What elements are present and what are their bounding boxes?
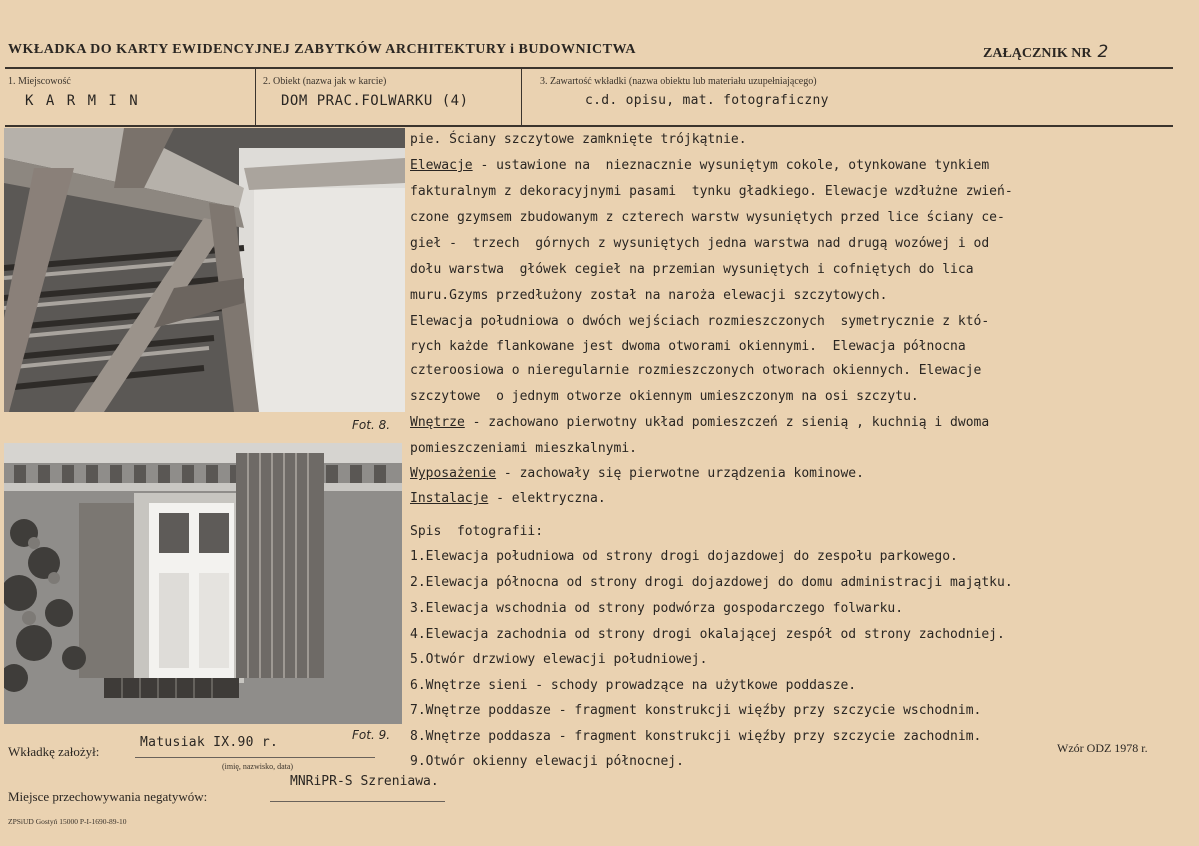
header-rule-top [5, 67, 1173, 69]
photo-list-item: 5.Otwór drzwiowy elewacji południowej. [410, 652, 708, 667]
text-line-12 [410, 410, 989, 436]
field-object-value: DOM PRAC.FOLWARKU (4) [281, 93, 469, 109]
text-line-11: szczytowe o jednym otworze okiennym umieszczonym na osi szczytu. [410, 389, 919, 404]
storage-dotted-line [270, 801, 445, 802]
photo-caption-8: Fot. 8. [352, 418, 391, 432]
field-locality-label: 1. Miejscowość [8, 76, 71, 87]
founder-label: Wkładkę założył: [8, 744, 100, 759]
field-divider-1 [255, 69, 256, 125]
text-line-7: muru.Gzyms przedłużony został na naroża elewacji szczytowych. [410, 288, 888, 303]
photo-list-item: 2.Elewacja północna od strony drogi dojazdowej do domu administracji majątku. [410, 575, 1013, 590]
print-info: ZPSiUD Gostyń 15000 P-I-1690-89-10 [8, 817, 127, 826]
storage-value: MNRiPR-S Szreniawa. [290, 774, 439, 789]
photo-list-item: 1.Elewacja południowa od strony drogi dojazdowej do zespołu parkowego. [410, 549, 958, 564]
text-line-6: dołu warstwa główek cegieł na przemian wysuniętych i cofniętych do lica [410, 262, 974, 277]
text-line-8: Elewacja południowa o dwóch wejściach rozmieszczonych symetrycznie z któ- [410, 314, 990, 329]
photo-list-item: 9.Otwór okienny elewacji północnej. [410, 754, 684, 769]
card-title: WKŁADKA DO KARTY EWIDENCYJNEJ ZABYTKÓW ARCHITEKTURY i BUDOWNICTWA [8, 42, 637, 57]
text-line-15 [410, 486, 606, 512]
founder-dotted-line [135, 757, 375, 758]
founder-hint: (imię, nazwisko, data) [222, 762, 294, 771]
photo-list-item: 4.Elewacja zachodnia od strony drogi okalającej zespół od strony zachodniej. [410, 627, 1005, 642]
field-object-label: 2. Obiekt (nazwa jak w karcie) [263, 76, 387, 87]
text-line-2-body: - ustawione na nieznacznie wysuniętym cokole, otynkowane tynkiem [472, 158, 990, 173]
text-line-1: pie. Ściany szczytowe zamknięte trójkątnie. [410, 132, 747, 147]
founder-value: Matusiak IX.90 r. [140, 735, 279, 750]
photo-list-item: 7.Wnętrze poddasze - fragment konstrukcji więźby przy szczycie wschodnim. [410, 703, 982, 718]
field-locality-value: K A R M I N [25, 93, 140, 109]
attachment-number [983, 42, 1108, 62]
heading-elewacje: Elewacje [410, 158, 473, 173]
heading-instalacje: Instalacje [410, 491, 489, 506]
field-divider-2 [521, 69, 522, 125]
photo-list-item: 3.Elewacja wschodnia od strony podwórza gospodarczego folwarku. [410, 601, 904, 616]
text-line-5: gieł - trzech górnych z wysuniętych jedna warstwa nad drugą wozówej i od [410, 236, 990, 251]
photo-list-item: 8.Wnętrze poddasza - fragment konstrukcji więźby przy szczycie zachodnim. [410, 729, 982, 744]
text-line-10: czteroosiowa o nieregularnie rozmieszczonych otworach okiennych. Elewacje [410, 363, 982, 378]
photo-list-item: 6.Wnętrze sieni - schody prowadzące na użytkowe poddasze. [410, 678, 857, 693]
text-line-14-body: - zachowały się pierwotne urządzenia kominowe. [496, 466, 864, 481]
text-line-2 [410, 153, 989, 179]
photo-list-heading: Spis fotografii: [410, 524, 544, 539]
text-line-4: czone gzymsem zbudowanym z czterech warstw wysuniętych przed lice ściany ce- [410, 210, 1005, 225]
attic-truss-image [4, 128, 405, 412]
field-contents-value: c.d. opisu, mat. fotograficzny [585, 93, 829, 108]
text-line-13: pomieszczeniami mieszkalnymi. [410, 441, 637, 456]
form-code: Wzór ODZ 1978 r. [1057, 741, 1148, 755]
text-line-15-body: - elektryczna. [488, 491, 606, 506]
text-line-9: rych każde flankowane jest dwoma otworami okiennymi. Elewacja północna [410, 339, 966, 354]
storage-label: Miejsce przechowywania negatywów: [8, 789, 208, 804]
text-line-14 [410, 461, 864, 487]
text-line-12-body: - zachowano pierwotny układ pomieszczeń z sienią , kuchnią i dwoma [464, 415, 990, 430]
window-shutter-image [4, 443, 402, 724]
heading-wnetrze: Wnętrze [410, 415, 465, 430]
text-line-3: fakturalnym z dekoracyjnymi pasami tynku gładkiego. Elewacje wzdłużne zwień- [410, 184, 1013, 199]
heading-wyposazenie: Wyposażenie [410, 466, 497, 481]
photo-attic-truss [4, 128, 405, 412]
photo-window-shutter [4, 443, 402, 724]
attachment-number-value: 2 [1097, 42, 1109, 62]
photo-caption-9: Fot. 9. [352, 728, 391, 742]
attachment-label: ZAŁĄCZNIK NR [983, 46, 1092, 61]
field-contents-label: 3. Zawartość wkładki (nazwa obiektu lub materiału uzupełniającego) [540, 76, 817, 87]
